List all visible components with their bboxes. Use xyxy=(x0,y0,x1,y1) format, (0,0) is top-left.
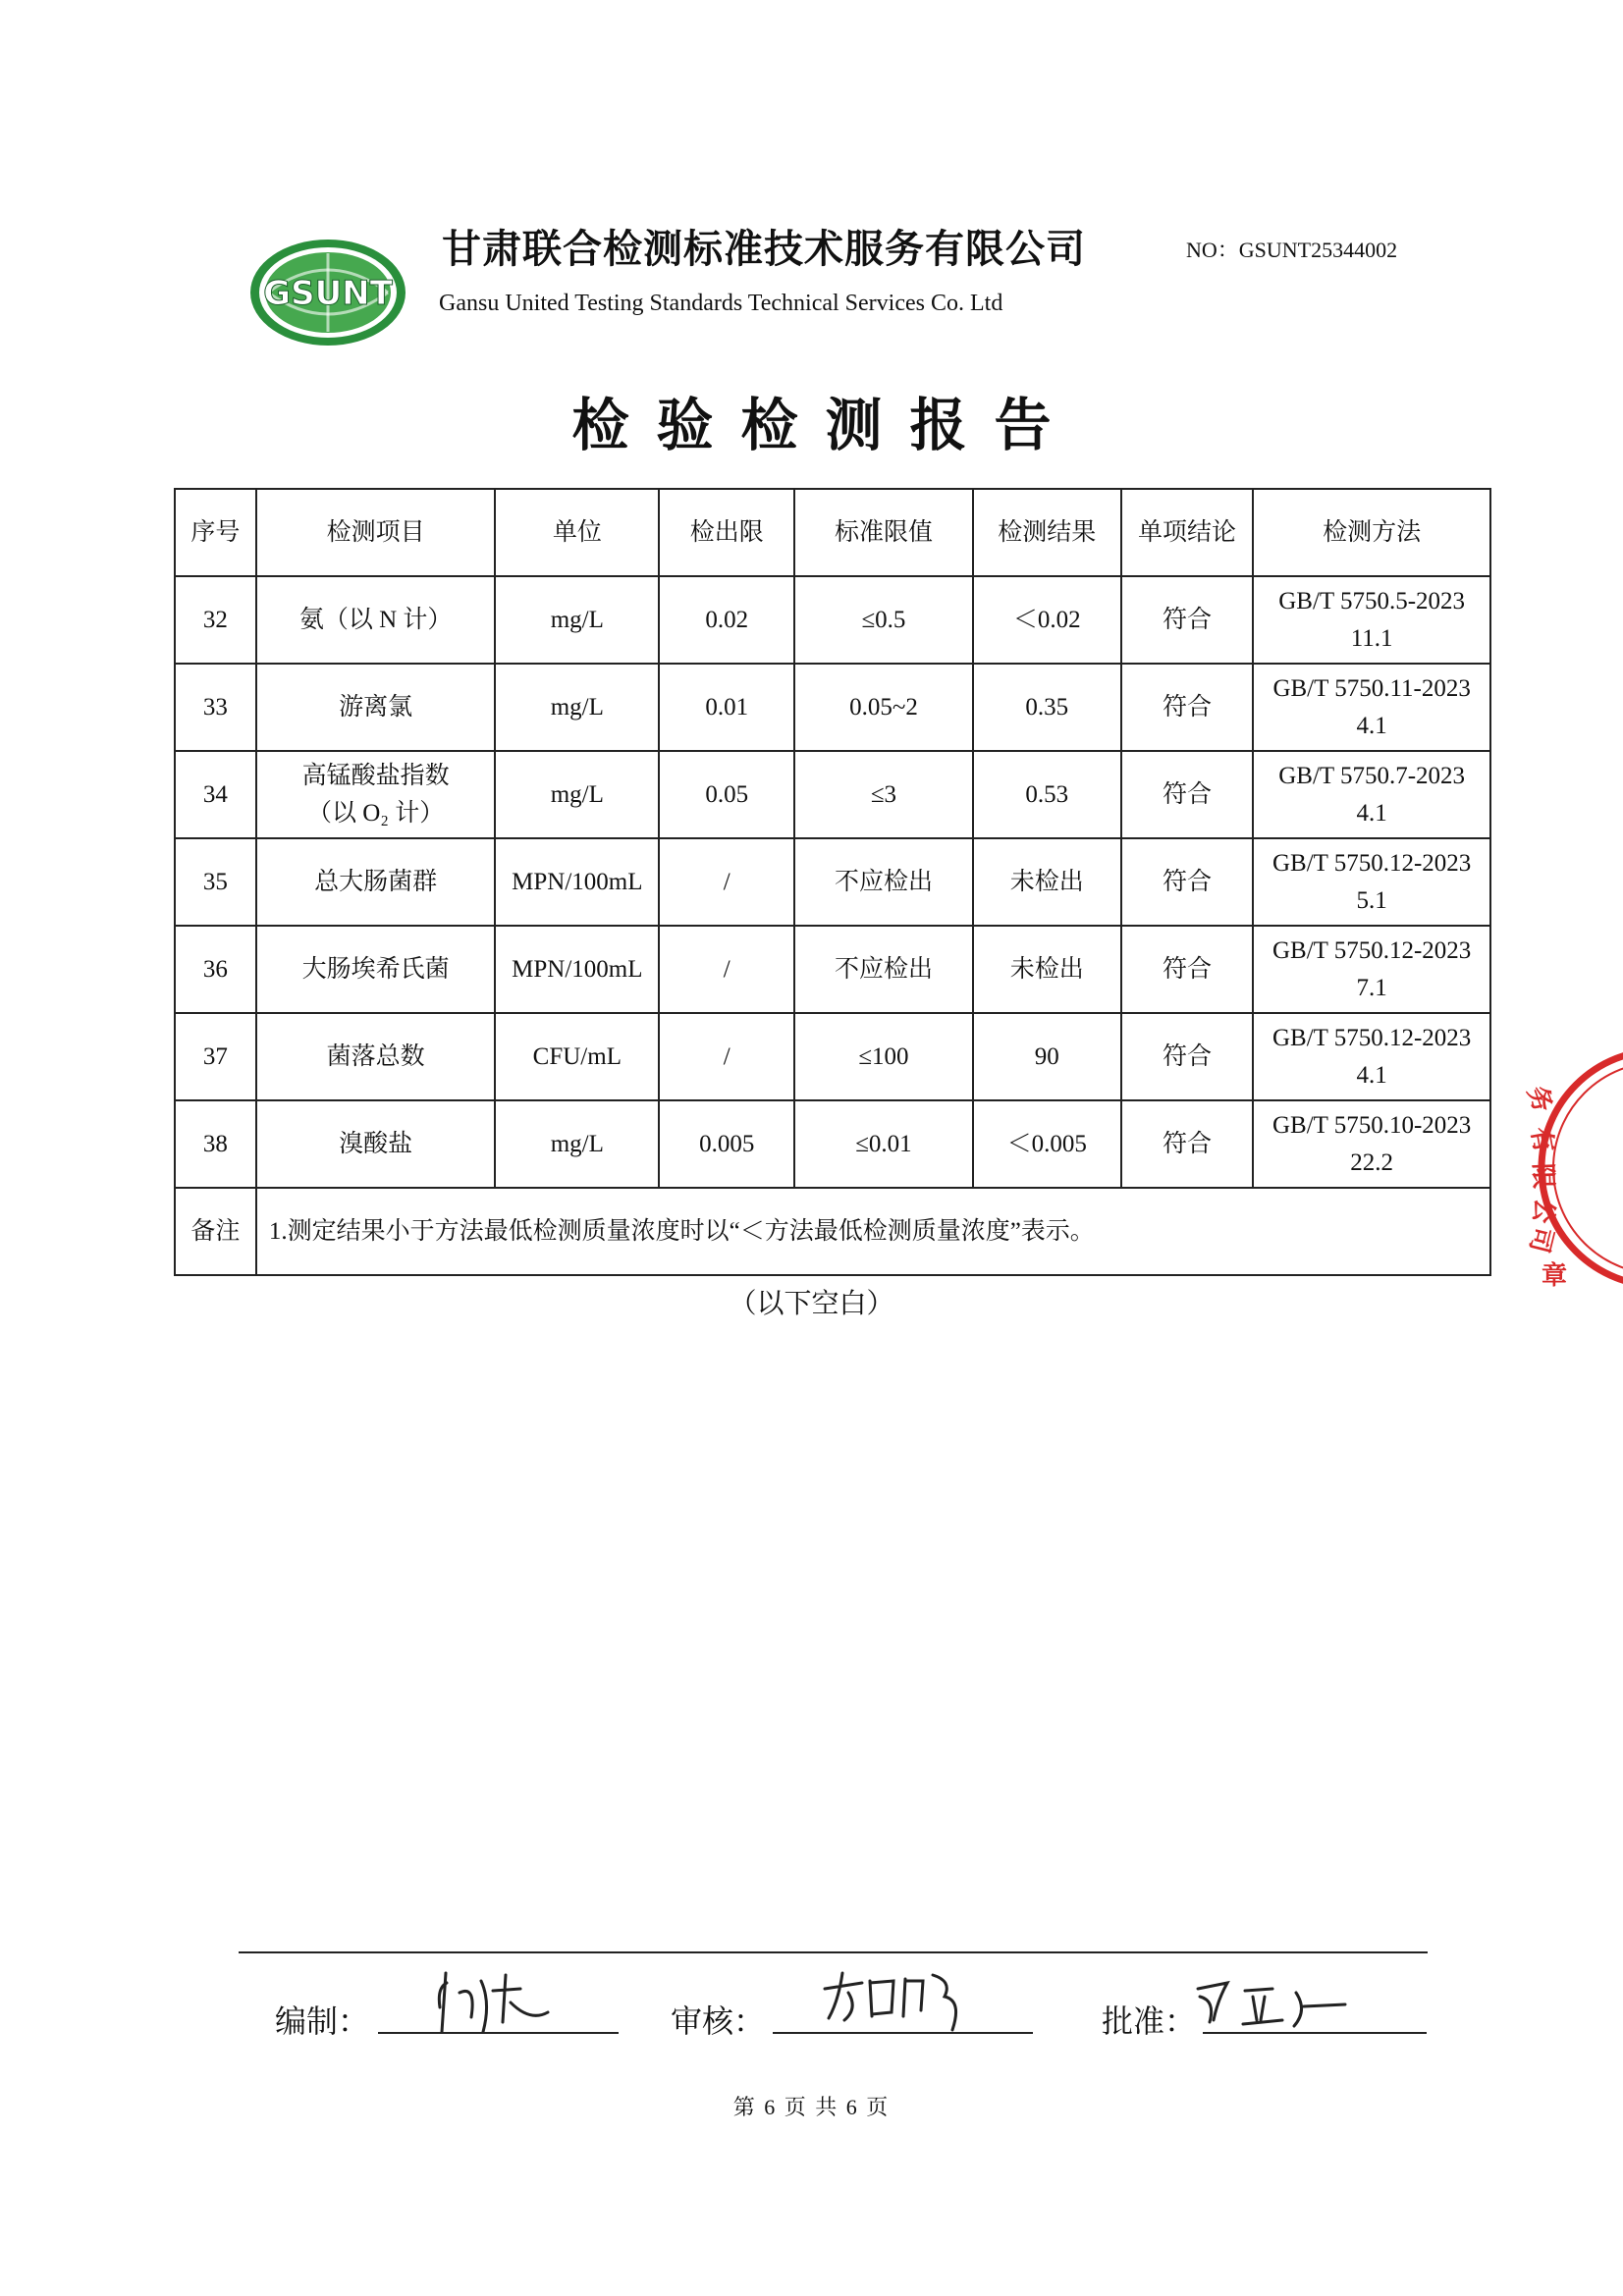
column-header: 检测项目 xyxy=(256,489,496,576)
cell-conclusion: 符合 xyxy=(1121,751,1254,838)
cell-method: GB/T 5750.12-2023 4.1 xyxy=(1253,1013,1490,1100)
cell-limit: / xyxy=(659,1013,794,1100)
remark-label: 备注 xyxy=(175,1188,256,1275)
cell-limit: 0.01 xyxy=(659,664,794,751)
approved-signature xyxy=(1188,1971,1365,2036)
cell-limit: 0.005 xyxy=(659,1100,794,1188)
table-row xyxy=(175,926,1490,1013)
cell-item: 溴酸盐 xyxy=(256,1100,496,1188)
cell-item: 菌落总数 xyxy=(256,1013,496,1100)
report-title: 检验检测报告 xyxy=(571,392,1079,458)
svg-text:章: 章 xyxy=(1542,1261,1568,1291)
reviewed-signature xyxy=(815,1961,982,2040)
column-header: 单位 xyxy=(495,489,659,576)
cell-no: 37 xyxy=(175,1013,256,1100)
cell-item: 大肠埃希氏菌 xyxy=(256,926,496,1013)
cell-conclusion: 符合 xyxy=(1121,664,1254,751)
cell-std: 0.05~2 xyxy=(794,664,973,751)
cell-unit: mg/L xyxy=(495,751,659,838)
cell-method: GB/T 5750.10-2023 22.2 xyxy=(1253,1100,1490,1188)
svg-text:务: 务 xyxy=(1521,1082,1558,1117)
column-header: 单项结论 xyxy=(1121,489,1254,576)
cell-conclusion: 符合 xyxy=(1121,576,1254,664)
cell-method: GB/T 5750.7-2023 4.1 xyxy=(1253,751,1490,838)
cell-conclusion: 符合 xyxy=(1121,1100,1254,1188)
cell-unit: mg/L xyxy=(495,1100,659,1188)
cell-unit: mg/L xyxy=(495,576,659,664)
table-row xyxy=(175,838,1490,926)
table-row xyxy=(175,576,1490,664)
page-number: 第 6 页 共 6 页 xyxy=(732,2095,891,2119)
cell-no: 38 xyxy=(175,1100,256,1188)
cell-item: 高锰酸盐指数 （以 O₂ 计） xyxy=(256,751,496,838)
cell-conclusion: 符合 xyxy=(1121,926,1254,1013)
remark-row xyxy=(175,1188,1490,1275)
cell-method: GB/T 5750.12-2023 5.1 xyxy=(1253,838,1490,926)
cell-std: ≤100 xyxy=(794,1013,973,1100)
cell-unit: CFU/mL xyxy=(495,1013,659,1100)
company-seal xyxy=(1512,1041,1623,1296)
cell-limit: 0.02 xyxy=(659,576,794,664)
cell-no: 34 xyxy=(175,751,256,838)
company-logo xyxy=(248,238,407,347)
remark-text: 1.测定结果小于方法最低检测质量浓度时以“＜方法最低检测质量浓度”表示。 xyxy=(256,1188,1490,1275)
column-header: 序号 xyxy=(175,489,256,576)
report-number: NO：GSUNT25344002 xyxy=(1186,238,1398,262)
cell-unit: mg/L xyxy=(495,664,659,751)
cell-std: ≤0.01 xyxy=(794,1100,973,1188)
cell-limit: 0.05 xyxy=(659,751,794,838)
column-header: 检测结果 xyxy=(973,489,1121,576)
cell-conclusion: 符合 xyxy=(1121,1013,1254,1100)
cell-no: 32 xyxy=(175,576,256,664)
table-row xyxy=(175,1013,1490,1100)
cell-item: 氨（以 N 计） xyxy=(256,576,496,664)
cell-std: ≤3 xyxy=(794,751,973,838)
table-header-row xyxy=(175,489,1490,576)
cell-result: ＜0.005 xyxy=(973,1100,1121,1188)
cell-result: 未检出 xyxy=(973,926,1121,1013)
cell-result: 0.35 xyxy=(973,664,1121,751)
cell-result: 90 xyxy=(973,1013,1121,1100)
cell-limit: / xyxy=(659,926,794,1013)
cell-item: 游离氯 xyxy=(256,664,496,751)
logo-text: GSUNT xyxy=(263,274,393,313)
table-row xyxy=(175,1100,1490,1188)
approved-label: 批准： xyxy=(1102,2002,1197,2040)
cell-std: 不应检出 xyxy=(794,838,973,926)
cell-unit: MPN/100mL xyxy=(495,926,659,1013)
column-header: 检出限 xyxy=(659,489,794,576)
svg-text:司: 司 xyxy=(1523,1223,1558,1256)
compiled-signature xyxy=(422,1963,560,2042)
reviewed-label: 审核： xyxy=(671,2002,766,2040)
cell-result: 0.53 xyxy=(973,751,1121,838)
cell-no: 36 xyxy=(175,926,256,1013)
company-name-cn: 甘肃联合检测标准技术服务有限公司 xyxy=(442,227,1086,272)
svg-text:限: 限 xyxy=(1527,1162,1558,1190)
table-row xyxy=(175,664,1490,751)
cell-result: 未检出 xyxy=(973,838,1121,926)
cell-result: ＜0.02 xyxy=(973,576,1121,664)
svg-text:有: 有 xyxy=(1525,1124,1559,1155)
column-header: 检测方法 xyxy=(1253,489,1490,576)
cell-std: ≤0.5 xyxy=(794,576,973,664)
cell-no: 33 xyxy=(175,664,256,751)
table-row xyxy=(175,751,1490,838)
cell-method: GB/T 5750.12-2023 7.1 xyxy=(1253,926,1490,1013)
compiled-label: 编制： xyxy=(275,2002,370,2040)
svg-text:公: 公 xyxy=(1527,1196,1559,1225)
cell-std: 不应检出 xyxy=(794,926,973,1013)
signature-divider xyxy=(239,1951,1428,1953)
cell-conclusion: 符合 xyxy=(1121,838,1254,926)
cell-method: GB/T 5750.5-2023 11.1 xyxy=(1253,576,1490,664)
cell-unit: MPN/100mL xyxy=(495,838,659,926)
cell-item: 总大肠菌群 xyxy=(256,838,496,926)
cell-method: GB/T 5750.11-2023 4.1 xyxy=(1253,664,1490,751)
cell-limit: / xyxy=(659,838,794,926)
results-table xyxy=(174,488,1491,1276)
column-header: 标准限值 xyxy=(794,489,973,576)
blank-note: （以下空白） xyxy=(729,1289,894,1319)
cell-no: 35 xyxy=(175,838,256,926)
company-name-en: Gansu United Testing Standards Technical Services Co. Ltd xyxy=(439,291,1003,316)
